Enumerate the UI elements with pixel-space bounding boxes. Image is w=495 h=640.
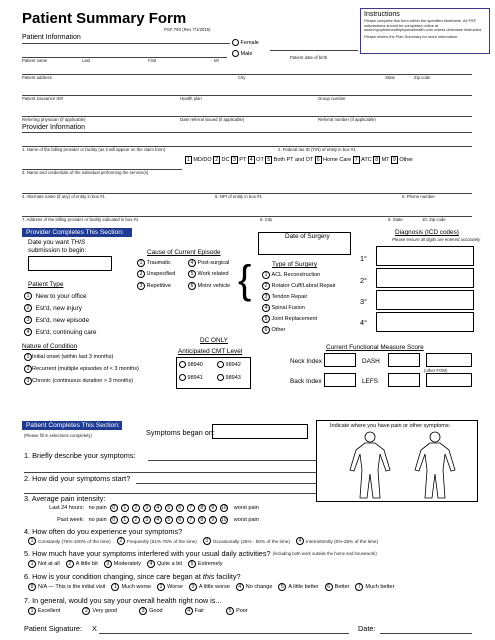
- patient-info-heading: Patient Information: [22, 34, 81, 41]
- pain-24h-0[interactable]: 0: [110, 504, 118, 512]
- pain-week-1[interactable]: 1: [121, 516, 129, 524]
- pain-24h-row: Last 24 hours: no pain 0 1 2 3 4 5 6 7 8 9 10 worst pain: [49, 505, 259, 511]
- cmt-98942[interactable]: 98942: [217, 361, 241, 368]
- q4-options: [28, 537, 384, 545]
- dob-field[interactable]: [270, 50, 358, 51]
- q5-options: [28, 560, 228, 568]
- pain-24h-1[interactable]: 1: [121, 504, 129, 512]
- pain-24h-5[interactable]: 5: [165, 504, 173, 512]
- q6-question: 6. How is your condition changing, since care began at this facility?: [24, 572, 241, 581]
- pain-week-row: Past week: no pain 0 1 2 3 4 5 6 7 8 9 10 worst pain: [57, 517, 259, 523]
- provider-info-heading: Provider Information: [22, 124, 86, 131]
- q5-opt-3[interactable]: 3 Moderately: [104, 560, 141, 568]
- male-radio[interactable]: [232, 50, 239, 57]
- q7-opt-4[interactable]: 4 Fair: [185, 607, 204, 615]
- nature-3[interactable]: 3 Chronic (continuous duration > 3 months): [24, 377, 133, 385]
- q4-opt-2[interactable]: 2 Frequently (51%-75% of the time): [117, 537, 197, 545]
- pain-week-8[interactable]: 8: [198, 516, 206, 524]
- cause-4[interactable]: 4 Post-surgical: [188, 259, 229, 267]
- cause-1[interactable]: 1 Traumatic: [137, 259, 171, 267]
- icd-code-2[interactable]: [376, 268, 474, 288]
- start-date-input[interactable]: [28, 256, 112, 271]
- cause-2[interactable]: 2 Unspecified: [137, 270, 175, 278]
- pain-week-0[interactable]: 0: [110, 516, 118, 524]
- instructions-heading: Instructions: [364, 11, 400, 18]
- q5-opt-1[interactable]: 1 Not at all: [28, 560, 60, 568]
- instructions-note: Please review the Plan Summary for more information.: [364, 33, 459, 39]
- pain-24h-4[interactable]: 4: [154, 504, 162, 512]
- pain-24h-9[interactable]: 9: [209, 504, 217, 512]
- pain-week-9[interactable]: 9: [209, 516, 217, 524]
- pain-week-6[interactable]: 6: [176, 516, 184, 524]
- surgery-4[interactable]: 4 Spinal Fusion: [262, 304, 305, 312]
- symptoms-description-field[interactable]: [148, 460, 316, 461]
- pain-24h-10[interactable]: 10: [220, 505, 227, 511]
- patient-type-4[interactable]: 4 Est'd, continuing care: [24, 328, 96, 336]
- q7-opt-5[interactable]: 5 Poor: [226, 607, 248, 615]
- q6-opt-0[interactable]: 0 N/A — This is the initial visit: [28, 583, 105, 591]
- q5-opt-5[interactable]: 5 Extremely: [188, 560, 222, 568]
- patient-type-2[interactable]: 2 Est'd, new injury: [24, 304, 82, 312]
- date-question: Date you want THIS: [28, 239, 86, 246]
- q4-opt-1[interactable]: 1 Constantly (76%-100% of the time): [28, 537, 111, 545]
- surgery-2[interactable]: 2 Rotator Cuff/Labral Repair: [262, 282, 336, 290]
- pain-24h-8[interactable]: 8: [198, 504, 206, 512]
- lefs-input[interactable]: [388, 373, 420, 387]
- pain-24h-2[interactable]: 2: [132, 504, 140, 512]
- pain-week-5[interactable]: 5: [165, 516, 173, 524]
- other-fom-input[interactable]: [426, 353, 472, 367]
- symptoms-began-input[interactable]: [212, 424, 308, 439]
- q6-opt-2[interactable]: 2 Worse: [157, 583, 183, 591]
- q5-question: 5. How much have your symptoms interfered with your usual daily activities? (including both work outside the home and housework): [24, 549, 377, 558]
- provider-section-bar: Provider Completes This Section:: [22, 228, 132, 237]
- q6-opt-3[interactable]: 3 A little worse: [189, 583, 230, 591]
- pain-week-10[interactable]: 10: [220, 517, 227, 523]
- q4-opt-3[interactable]: 3 Occasionally (26% - 50% of the time): [203, 537, 290, 545]
- male-option[interactable]: Male: [232, 50, 252, 57]
- q6-opt-7[interactable]: 7 Much better: [355, 583, 394, 591]
- provider-type-row: 1 MD/DO 2 DC 3 PT 4 OT 5 Both PT and OT 6 Home Care 7 ATC 8 MT 9 Other: [187, 157, 414, 163]
- neck-index-input[interactable]: [324, 353, 356, 367]
- q7-opt-3[interactable]: 3 Good: [139, 607, 162, 615]
- referral-field[interactable]: [22, 116, 472, 117]
- pain-week-4[interactable]: 4: [154, 516, 162, 524]
- patient-name-field[interactable]: [22, 57, 227, 58]
- cause-5[interactable]: 5 Work related: [188, 270, 229, 278]
- instructions-body: Please complete this form within the specified timeframe. All PSF submissions should be completed online at www.myoptumhealthphysicalhealth.com unless otherwise instructed.: [364, 18, 483, 33]
- q5-opt-2[interactable]: 2 A little bit: [66, 560, 98, 568]
- cmt-98941[interactable]: 98941: [179, 374, 203, 381]
- q6-options: [28, 583, 400, 591]
- cause-6[interactable]: 6 Motor vehicle: [188, 282, 230, 290]
- insurance-field[interactable]: [22, 95, 472, 96]
- brace-icon: {: [238, 258, 252, 302]
- cmt-98940[interactable]: 98940: [179, 361, 203, 368]
- pain-week-2[interactable]: 2: [132, 516, 140, 524]
- form-title: Patient Summary Form: [22, 10, 187, 27]
- q7-opt-2[interactable]: 2 Very good: [82, 607, 117, 615]
- nature-1[interactable]: 1 Initial onset (within last 3 months): [24, 353, 113, 361]
- signature-field[interactable]: [99, 633, 349, 634]
- q4-opt-4[interactable]: 4 Intermittently (0%-25% of the time): [296, 537, 378, 545]
- q5-opt-4[interactable]: 4 Quite a bit: [147, 560, 182, 568]
- q6-opt-4[interactable]: 4 No change: [236, 583, 273, 591]
- surgery-5[interactable]: 5 Joint Replacement: [262, 315, 317, 323]
- instructions-box: [360, 8, 490, 54]
- pain-24h-7[interactable]: 7: [187, 504, 195, 512]
- icd-code-4[interactable]: [376, 312, 474, 332]
- patient-type-1[interactable]: 1 New to your office: [24, 292, 87, 300]
- nature-2[interactable]: 2 Recurrent (multiple episodes of < 3 months): [24, 365, 139, 373]
- pain-24h-3[interactable]: 3: [143, 504, 151, 512]
- pain-24h-6[interactable]: 6: [176, 504, 184, 512]
- icd-code-3[interactable]: [376, 290, 474, 310]
- rendering-provider-field[interactable]: [22, 169, 182, 170]
- back-index-input[interactable]: [324, 373, 356, 387]
- body-diagram-icon[interactable]: [330, 430, 470, 500]
- q7-opt-1[interactable]: 1 Excellent: [28, 607, 60, 615]
- symptoms-start-field[interactable]: [136, 483, 316, 484]
- q6-opt-1[interactable]: 1 Much worse: [111, 583, 151, 591]
- q6-opt-6[interactable]: 6 Better: [325, 583, 350, 591]
- signature-date-field[interactable]: [380, 633, 472, 634]
- surgery-1[interactable]: 1 ACL Reconstruction: [262, 271, 320, 279]
- icd-code-1[interactable]: [376, 246, 474, 266]
- q6-opt-5[interactable]: 5 A little better: [278, 583, 318, 591]
- address-field[interactable]: [22, 74, 472, 75]
- cmt-98943[interactable]: 98943: [217, 374, 241, 381]
- surgery-3[interactable]: 3 Tendon Repair: [262, 293, 307, 301]
- pain-week-3[interactable]: 3: [143, 516, 151, 524]
- female-option[interactable]: Female: [232, 39, 259, 46]
- dash-input[interactable]: [388, 353, 420, 367]
- patient-type-3[interactable]: 3 Est'd, new episode: [24, 316, 89, 324]
- cause-3[interactable]: 3 Repetitive: [137, 282, 171, 290]
- q7-options: [28, 607, 254, 615]
- female-radio[interactable]: [232, 39, 239, 46]
- form-number: PSF-750 (Rev 7/1/2015): [164, 27, 211, 32]
- patient-section-bar: Patient Completes This Section:: [22, 421, 122, 430]
- other-fom-input-2[interactable]: [426, 373, 472, 387]
- surgery-6[interactable]: 6 Other: [262, 326, 285, 334]
- pain-week-7[interactable]: 7: [187, 516, 195, 524]
